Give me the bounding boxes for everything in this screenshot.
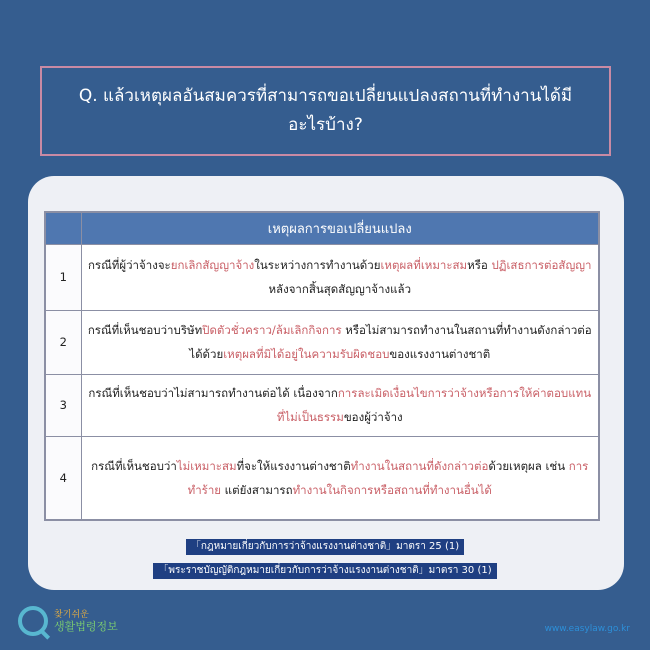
table-row <box>45 244 599 310</box>
highlighted-phrase: ยกเลิกสัญญาจ้าง <box>170 258 255 272</box>
magnifier-icon <box>18 606 48 636</box>
highlighted-phrase: ปฏิเสธการต่อสัญญา <box>491 258 592 272</box>
table-row <box>45 374 599 436</box>
row-number: 3 <box>45 374 81 436</box>
row-reason-text <box>81 310 599 374</box>
highlighted-phrase: เหตุผลที่มิได้อยู่ในความรับผิดชอบ <box>223 347 390 361</box>
text-segment: กรณีที่ผู้ว่าจ้างจะ <box>87 258 171 272</box>
highlighted-phrase: การทำร้าย <box>187 458 589 497</box>
logo-line1: 찾기쉬운 <box>54 610 89 620</box>
row-number: 2 <box>45 310 81 374</box>
highlighted-phrase: เหตุผลที่เหมาะสม <box>380 258 468 272</box>
text-segment: กรณีที่เห็นชอบว่า <box>91 458 177 473</box>
highlighted-phrase: ทำงานในสถานที่ดังกล่าวต่อ <box>350 458 489 473</box>
page-title: Q. แล้วเหตุผลอันสมควรที่สามารถขอเปลี่ยนแปลงสถานที่ทำงานได้มีอะไรบ้าง? <box>78 86 573 135</box>
reference-label: 「กฎหมายเกี่ยวกับการว่าจ้างแรงงานต่างชาติ」มาตรา 25 (1) <box>186 539 464 555</box>
text-segment: แต่ยังสามารถ <box>221 482 293 497</box>
table-header-number <box>45 212 81 244</box>
site-url[interactable]: www.easylaw.go.kr <box>544 624 630 634</box>
text-segment: กรณีที่เห็นชอบว่าไม่สามารถทำงานต่อได้ เนื่องจาก <box>88 386 338 400</box>
row-number: 4 <box>45 436 81 520</box>
logo-text <box>54 609 118 633</box>
table-row <box>45 310 599 374</box>
table-header-reason: เหตุผลการขอเปลี่ยนแปลง <box>81 212 599 244</box>
row-number: 1 <box>45 244 81 310</box>
text-segment: หรือ <box>467 258 492 272</box>
reference-label: 「พระราชบัญญัติกฎหมายเกี่ยวกับการว่าจ้างแรงงานต่างชาติ」มาตรา 30 (1) <box>153 563 496 579</box>
highlighted-phrase: การละเมิดเงื่อนไขการว่าจ้างหรือการให้ค่าตอบแทนที่ไม่เป็นธรรม <box>276 386 592 424</box>
highlighted-phrase: ปิดตัวชั่วคราว/ล้มเลิกกิจการ <box>202 323 342 337</box>
row-reason-text <box>81 374 599 436</box>
table-header-row <box>45 212 599 244</box>
legal-references <box>0 534 650 582</box>
text-segment: หลังจากสิ้นสุดสัญญาจ้างแล้ว <box>268 282 412 296</box>
highlighted-phrase: ทำงานในกิจการหรือสถานที่ทำงานอื่นได้ <box>292 482 492 497</box>
text-segment: ด้วยเหตุผล เช่น <box>488 458 569 473</box>
text-segment: ที่จะให้แรงงานต่างชาติ <box>236 458 351 473</box>
text-segment: ในระหว่างการทำงานด้วย <box>254 258 381 272</box>
content-card <box>28 176 624 590</box>
highlighted-phrase: ไม่เหมาะสม <box>176 458 237 473</box>
text-segment: ของแรงงานต่างชาติ <box>389 347 491 361</box>
logo-line2: 생활법령정보 <box>54 620 118 633</box>
text-segment: หรือไม่สามารถทำงานในสถานที่ทำงานดังกล่าวต่อได้ด้วย <box>189 323 592 361</box>
row-reason-text <box>81 436 599 520</box>
logo[interactable] <box>18 606 118 636</box>
reasons-table <box>44 211 600 521</box>
text-segment: ของผู้ว่าจ้าง <box>343 410 403 424</box>
row-reason-text <box>81 244 599 310</box>
text-segment: กรณีที่เห็นชอบว่าบริษัท <box>87 323 203 337</box>
table-row <box>45 436 599 520</box>
title-box <box>40 66 611 156</box>
